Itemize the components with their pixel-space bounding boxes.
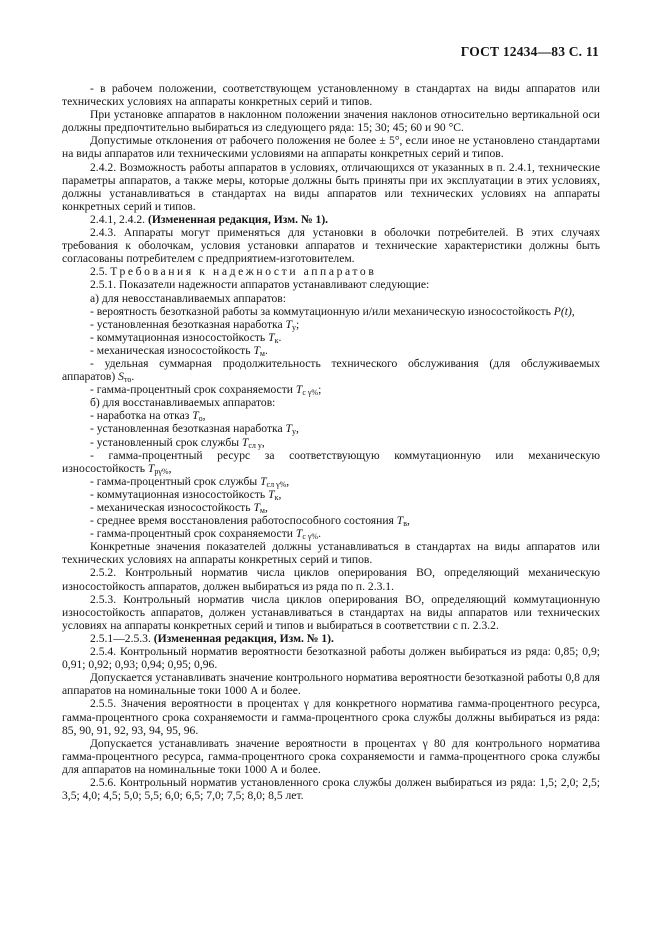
list-item (62, 488, 600, 501)
list-item-text: - коммутационная износостойкость (90, 487, 266, 501)
list-item (62, 475, 600, 488)
list-b (62, 409, 600, 448)
list-item (62, 344, 600, 357)
list-item-text: - установленный срок службы (90, 435, 240, 449)
symbol-subscript: у (291, 322, 296, 332)
symbol: T (268, 487, 275, 501)
symbol: T (285, 422, 292, 436)
punct: ; (318, 383, 322, 397)
list-item-text: - наработка на отказ (90, 409, 190, 423)
list-item-text: - гамма-процентный срок сохраняемости (90, 383, 293, 397)
paragraph: 2.5.4. Контрольный норматив вероятности безотказной работы должен выбираться из ряда: 0,85; 0,9; 0,91; 0,92; 0,93; 0,94; 0,95; 0,96. (62, 645, 600, 672)
page-header: ГОСТ 12434—83 С. 11 (460, 44, 599, 59)
list-item-text: - гамма-процентный ресурс за соответствующую коммутационную или механическую износостойкость (62, 448, 600, 475)
list-item (62, 318, 600, 331)
paragraph: а) для невосстанавливаемых аппаратов: (90, 291, 286, 305)
clause-ref: 2.4.1, 2.4.2. (90, 212, 146, 226)
symbol-subscript: сл γ% (266, 479, 287, 489)
symbol: T (268, 330, 275, 344)
symbol-subscript: то (123, 375, 132, 385)
symbol-subscript: с γ% (302, 388, 319, 398)
list-item (62, 383, 600, 396)
list-item-text: - установленная безотказная наработка (90, 422, 283, 436)
symbol: T (147, 461, 155, 475)
paragraph: 2.5.1. Показатели надежности аппаратов устанавливают следующие: (90, 278, 430, 292)
symbol: T (241, 435, 249, 449)
list-item (62, 527, 600, 540)
symbol-subscript: рγ% (154, 466, 169, 476)
list-item (62, 449, 600, 475)
symbol: T (285, 317, 292, 331)
paragraph: 2.5.3. Контрольный норматив числа циклов оперирования ВО, определяющий коммутационную износостойкость аппаратов, должен устанавливаться в стандартах на виды аппаратов или технических условиях на аппараты конкретных серий и типов и выбираться в соответствии с п. 2.3.2. (62, 592, 600, 632)
list-item-text: - вероятность безотказной работы за коммутационную и/или механическую износостойкость (90, 304, 551, 318)
symbol: T (253, 343, 260, 357)
paragraph: 2.4.3. Аппараты могут применяться для установки в оболочки потребителей. В этих случаях требования к оболочкам, условия установки аппаратов и технические характеристики должны быть согласованы потребителем с предприятием-изготовителем. (62, 226, 600, 266)
list-item (62, 436, 600, 449)
symbol-subscript: к (274, 492, 279, 502)
list-item (62, 357, 600, 383)
list-c (62, 475, 600, 540)
document-body (62, 82, 600, 802)
symbol-subscript: м (259, 348, 265, 358)
paragraph: Конкретные значения показателей должны устанавливаться в стандартах на виды аппаратов или технических условиях на аппараты конкретных серий и типов. (62, 540, 600, 567)
symbol-subscript: о (198, 414, 203, 424)
list-item (62, 409, 600, 422)
punct: . (264, 343, 268, 357)
symbol: T (253, 501, 260, 514)
punct: , (264, 501, 268, 514)
symbol: S (118, 370, 124, 384)
punct: , (168, 461, 172, 475)
list-item-text: - механическая износостойкость (90, 501, 251, 514)
list-item (62, 514, 600, 527)
list-item (62, 331, 600, 344)
punct: . (278, 330, 282, 344)
symbol-subscript: к (274, 335, 279, 345)
list-item (62, 305, 600, 318)
list-item-text: - установленная безотказная наработка (90, 317, 283, 331)
list-a (62, 318, 600, 357)
symbol-subscript: с γ% (302, 532, 319, 542)
symbol-subscript: у (291, 427, 296, 437)
clause-ref: 2.5.1—2.5.3. (90, 631, 151, 645)
punct: . (131, 370, 135, 384)
revision-note (62, 632, 600, 645)
symbol-subscript: в (403, 519, 408, 529)
list-item (62, 422, 600, 435)
symbol: P(t), (553, 304, 575, 318)
section-heading (62, 265, 600, 278)
paragraph: Допускается устанавливать значение контрольного норматива вероятности безотказной работы 0,8 для аппаратов на номинальные токи 1000 А и более. (62, 671, 600, 698)
list-item-text: - среднее время восстановления работоспособного состояния (90, 514, 394, 528)
paragraph: Допускается устанавливать значение вероятности в процентах γ 80 для контрольного норматива гамма-процентного ресурса, гамма-процентного срока сохраняемости и гамма-процентного срока службы для аппаратов на номинальные токи 1000 А и более. (62, 736, 600, 776)
symbol-subscript: сл у (248, 440, 262, 450)
paragraph: б) для восстанавливаемых аппаратов: (90, 396, 276, 410)
list-item-text: - коммутационная износостойкость (90, 330, 266, 344)
punct: , (261, 435, 265, 449)
paragraph: При установке аппаратов в наклонном положении значения наклонов относительно вертикальной оси должны предпочтительно выбираться из следующего ряда: 15; 30; 45; 60 и 90 °С. (62, 108, 600, 135)
symbol: T (192, 409, 199, 423)
punct: ; (295, 317, 300, 331)
punct: , (278, 487, 282, 501)
list-item (62, 501, 600, 514)
punct: , (295, 422, 299, 436)
punct: , (407, 514, 410, 528)
paragraph: 2.5.6. Контрольный норматив установленного срока службы должен выбираться из ряда: 1,5; 2,0; 2,5; 3,5; 4,0; 4,5; 5,0; 5,5; 6,0; 6,5; 7,0; 7,5; 8,0; 8,5 лет. (62, 775, 600, 803)
list-item-text: - гамма-процентный срок службы (90, 474, 258, 488)
revision-note (62, 213, 600, 226)
paragraph: - в рабочем положении, соответствующем установленному в стандартах на виды аппаратов или технических условиях на аппараты конкретных серий и типов. (62, 82, 600, 109)
paragraph: Допустимые отклонения от рабочего положения не более ± 5°, если иное не установлено стандартами на виды аппаратов или техническими условиями на аппараты конкретных серий и типов. (62, 134, 600, 161)
paragraph: 2.5.2. Контрольный норматив числа циклов оперирования ВО, определяющий механическую износостойкость аппаратов, должен выбираться из ряда по п. 2.3.1. (62, 566, 600, 593)
list-item-text: - механическая износостойкость (90, 343, 251, 357)
symbol: T (260, 474, 267, 488)
symbol: T (295, 527, 303, 541)
paragraph: 2.5.5. Значения вероятности в процентах γ для конкретного норматива гамма-процентного ресурса, гамма-процентного срока сохраняемости и гамма-процентного срока службы должны выбираться из ряда: 85, 90, 91, 92, 93, 94, 95, 96. (62, 697, 600, 737)
symbol: T (295, 383, 303, 397)
paragraph: 2.4.2. Возможность работы аппаратов в условиях, отличающихся от указанных в п. 2.4.1, технические параметры аппаратов, а также меры, которые должны быть приняты при их эксплуатации в этих условиях, должны устанавливаться в стандартах на виды аппаратов или технических условиях на аппараты конкретных серий и типов. (62, 160, 600, 213)
punct: . (318, 527, 321, 541)
list-item-text: - гамма-процентный срок сохраняемости (90, 527, 293, 541)
revision-label: (Измененная редакция, Изм. № 1). (147, 212, 329, 226)
punct: , (286, 474, 290, 488)
punct: , (202, 409, 206, 423)
revision-label: (Измененная редакция, Изм. № 1). (153, 631, 334, 645)
list-item-text: - удельная суммарная продолжительность технического обслуживания (для обслуживаемых аппаратов) (62, 356, 600, 384)
section-title: Требования к надежности аппаратов (110, 265, 377, 279)
symbol: T (396, 514, 404, 528)
section-number: 2.5. (90, 265, 108, 279)
symbol-subscript: м (259, 506, 265, 515)
